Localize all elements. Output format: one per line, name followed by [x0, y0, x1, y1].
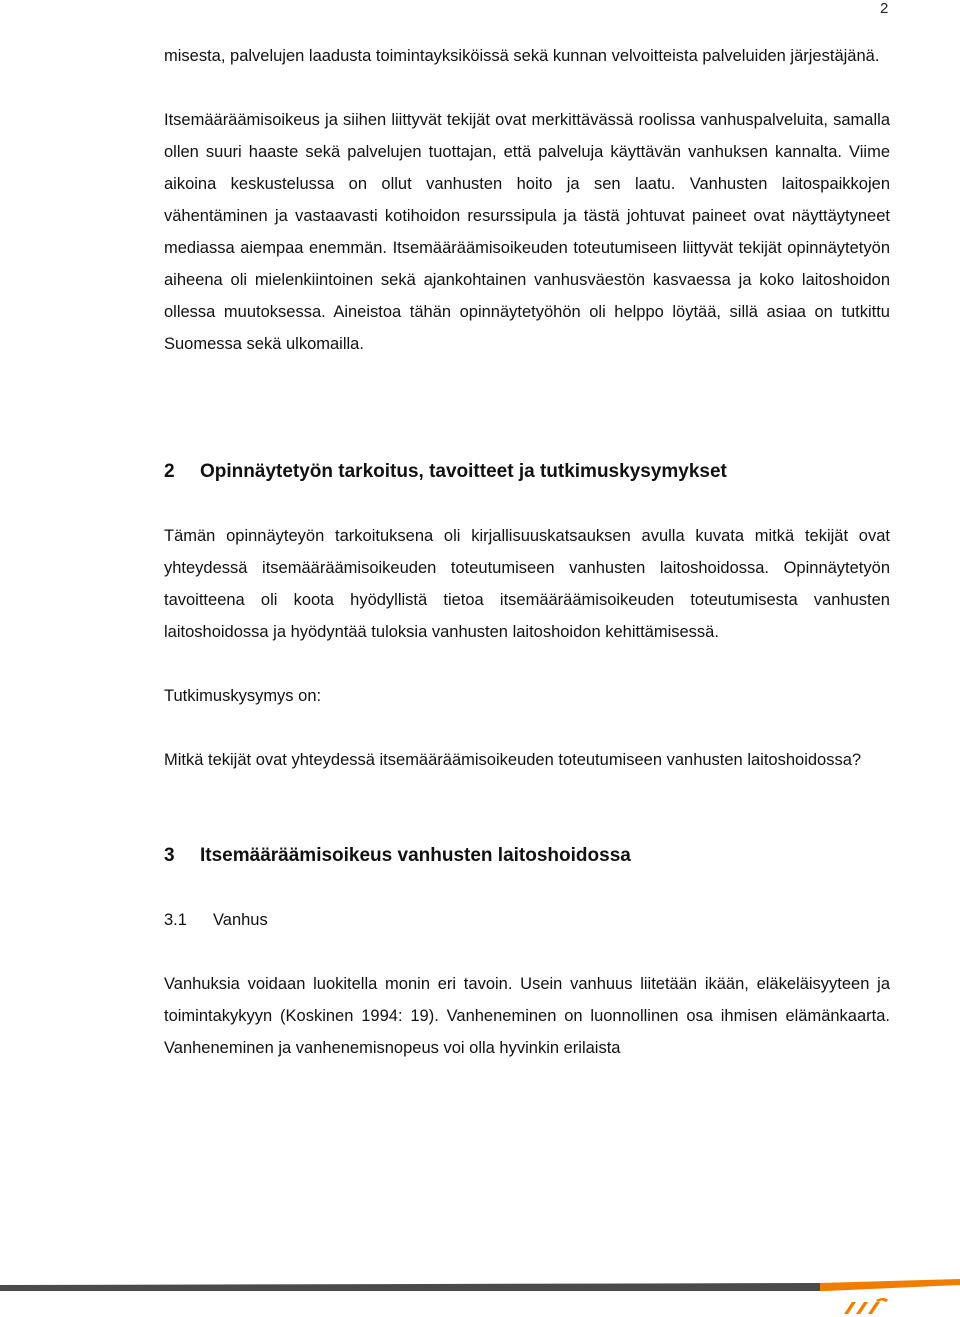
section-heading-3: [164, 840, 890, 872]
section-number: 2: [164, 461, 175, 482]
paragraph-research-question-label: Tutkimuskysymys on:: [164, 687, 322, 705]
footer-gray-band: [0, 1283, 820, 1291]
footer-logo-icon: [842, 1296, 890, 1316]
page-number: 2: [880, 0, 889, 17]
section-title: Itsemääräämisoikeus vanhusten laitoshoidossa: [200, 845, 631, 866]
paragraph-elderly: Vanhuksia voidaan luokitella monin eri tavoin. Usein vanhuus liitetään ikään, eläkeläisyyteen ja toimintakykyyn (Koskinen 1994: 19). Vanheneminen on luonnollinen osa ihmisen elämänkaarta. Vanheneminen ja vanhenemisnopeus voi olla hyvinkin erilaista: [164, 975, 890, 1057]
section-heading-2: [164, 456, 890, 488]
paragraph-purpose: Tämän opinnäyteyön tarkoituksena oli kirjallisuuskatsauksen avulla kuvata mitkä tekijät ovat yhteydessä itsemääräämisoikeuden toteutumiseen vanhusten laitoshoidossa. Opinnäytetyön tavoitteena oli koota hyödyllistä tietoa itsemääräämisoikeuden toteutumisesta vanhusten laitoshoidossa ja hyödyntää tuloksia vanhusten laitoshoidon kehittämisessä.: [164, 527, 890, 641]
subsection-title: Vanhus: [213, 911, 268, 929]
paragraph-intro-continued: misesta, palvelujen laadusta toimintayksiköissä sekä kunnan velvoitteista palveluiden järjestäjänä.: [164, 47, 880, 65]
section-title: Opinnäytetyön tarkoitus, tavoitteet ja tutkimuskysymykset: [200, 461, 727, 482]
subsection-heading-3-1: [164, 904, 890, 936]
paragraph-research-question: Mitkä tekijät ovat yhteydessä itsemääräämisoikeuden toteutumiseen vanhusten laitoshoidossa?: [164, 751, 862, 769]
section-number: 3: [164, 845, 175, 866]
footer-orange-band: [820, 1279, 960, 1291]
subsection-number: 3.1: [164, 911, 187, 929]
paragraph-self-determination: Itsemääräämisoikeus ja siihen liittyvät tekijät ovat merkittävässä roolissa vanhuspalveluita, samalla ollen suuri haaste sekä palvelujen tuottajan, että palveluja käyttävän vanhuksen kannalta. Viime aikoina keskustelussa on ollut vanhusten hoito ja sen laatu. Vanhusten laitospaikkojen vähentäminen ja vastaavasti kotihoidon resurssipula ja tästä johtuvat paineet ovat näyttäytyneet mediassa aiempaa enemmän. Itsemääräämisoikeuden toteutumiseen liittyvät tekijät opinnäytetyön aiheena oli mielenkiintoinen sekä ajankohtainen vanhusväestön kasvaessa ja koko laitoshoidon ollessa muutoksessa. Aineistoa tähän opinnäytetyöhön oli helppo löytää, sillä asiaa on tutkittu Suomessa sekä ulkomailla.: [164, 111, 890, 353]
footer-decorative-bar: [0, 1279, 960, 1303]
document-body: [164, 40, 890, 1064]
